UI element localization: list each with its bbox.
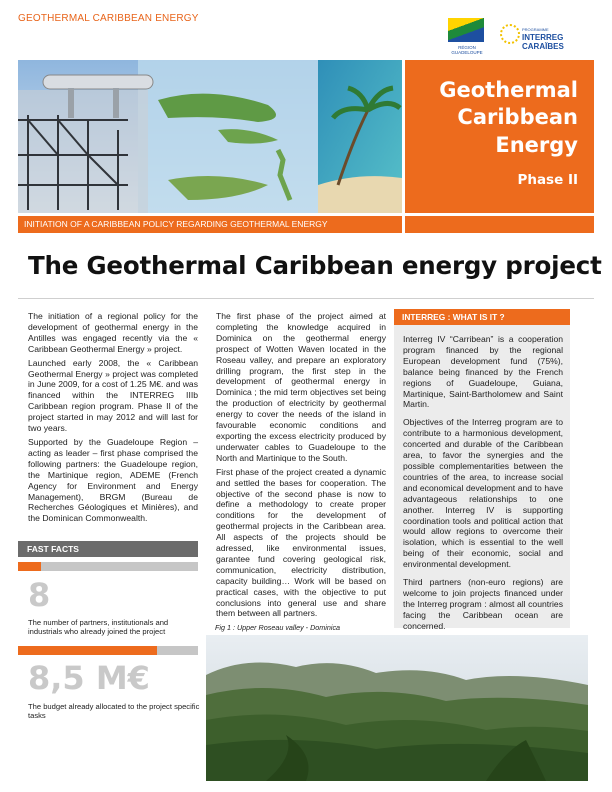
interreg-logo — [500, 24, 592, 50]
intro-paragraph-2: Launched early 2008, the « Caribbean Geothermal Energy » project was completed in June 2009, for a cost of 1.25 M€. and was financed within the INTERREG IIIb Caribbean region program. Phase II of the project started in may 2012 and will last for two years. — [28, 357, 198, 434]
stat1-progress-track — [18, 562, 198, 571]
region-guadeloupe-logo — [442, 18, 492, 56]
title-line-3: Energy — [495, 133, 578, 157]
page-title: The Geothermal Caribbean energy project — [28, 251, 602, 280]
interreg-sidebar-header — [394, 309, 570, 325]
banner-photo-collage — [18, 60, 402, 213]
project-paragraph-1: The first phase of the project aimed at completing the knowledge acquired in Dominica on the geothermal energy prospect of Wotten Waven located in the Roseau valley, and prepare an exploratory drilling program, the first step in the development of geothermal energy in Dominica ; the mid term objectives set being the production of electricity by geothermal energy to cover the needs of the island in favourable economic conditions and exporting the excess electricity produced by underwater cables to Guadeloupe to the North and Martinique to the South. — [216, 311, 386, 463]
interreg-logo-name: INTERREG CARAÏBES — [522, 33, 564, 51]
stat1-progress-fill — [18, 562, 41, 571]
stat2-value: 8,5 M€ — [28, 659, 150, 697]
interreg-sidebar-body — [403, 334, 563, 639]
phase-label: Phase II — [517, 172, 578, 188]
project-column — [216, 311, 386, 622]
subtitle-strip — [18, 216, 402, 233]
title-divider — [18, 298, 594, 299]
region-logo-text: RÉGION GUADELOUPE — [451, 45, 483, 55]
eu-stars-icon — [500, 24, 520, 44]
stat2-progress-fill — [18, 646, 157, 655]
figure-caption: Fig 1 : Upper Roseau valley - Dominica — [215, 623, 341, 632]
subtitle-strip-right — [405, 216, 594, 233]
fast-facts-header — [18, 541, 198, 557]
intro-paragraph-3: Supported by the Guadeloupe Region – acting as leader – first phase comprised the following partners: the Guadeloupe region, the Martinique region, ADEME (French Agency for Environment and Energy Management), BRGM (Bureau de Recherches Géologiques et Minières), and the Dominican Commonwealth. — [28, 436, 198, 524]
banner-illustration — [18, 60, 402, 213]
title-panel — [405, 60, 594, 213]
stat2-label: The budget already allocated to the project specific tasks — [28, 702, 200, 721]
stat1-value: 8 — [28, 576, 51, 614]
interreg-paragraph-3: Third partners (non-euro regions) are welcome to join projects financed under the Interreg program : almost all countries facing the Caribbean ocean are concerned. — [403, 577, 563, 631]
fast-facts-title: FAST FACTS — [27, 544, 79, 554]
region-logo-mark — [448, 18, 484, 42]
interreg-sidebar-title: INTERREG : WHAT IS IT ? — [402, 312, 505, 322]
intro-column — [28, 311, 198, 527]
subtitle-strip-text: INITIATION OF A CARIBBEAN POLICY REGARDING GEOTHERMAL ENERGY — [24, 219, 328, 229]
title-line-1: Geothermal — [439, 78, 578, 102]
brand-header: GEOTHERMAL CARIBBEAN ENERGY — [18, 13, 199, 24]
landscape-illustration — [206, 635, 588, 781]
interreg-paragraph-1: Interreg IV “Carribean” is a cooperation program financed by the regional European development fund (75%), balance being financed by the French regions of Guadeloupe, Guiana, Martinique, Saint-Bartholomew and Saint Martin. — [403, 334, 563, 410]
stat1-label: The number of partners, institutionals and industrials who already joined the project — [28, 618, 169, 637]
title-line-2: Caribbean — [457, 105, 578, 129]
project-paragraph-2: First phase of the project created a dynamic and settled the bases for cooperation. The objective of the second phase is now to define a methodology to create proper conditions for the development of geothermal projects in the Caribbean area. All aspects of the projects should be adressed, like environmental issues, garantee fund covering geological risk, communication, electricity distribution, capacity building… Work will be based on practical cases, with the objective to put conclusions into general use and share them between all partners. — [216, 466, 386, 619]
intro-paragraph-1: The initiation of a regional policy for the development of geothermal energy in the Antilles was engaged recently via the « Caribbean Geothermal Energy » project. — [28, 311, 198, 354]
roseau-valley-photo — [206, 635, 588, 781]
interreg-logo-pre: PROGRAMME — [522, 27, 549, 32]
interreg-paragraph-2: Objectives of the Interreg program are to contribute to a harmonious development, concerted and durable of the Caribbean area, to favor the synergies and the possible complementarities between the countries of the area, to increase social and economical development and to have advantageous relationships to one another. Interreg IV is supporting coordination tools and political action that would allow regions to overcome their isolation, which is essential to the well being of their economic, social and environmental development. — [403, 417, 563, 570]
